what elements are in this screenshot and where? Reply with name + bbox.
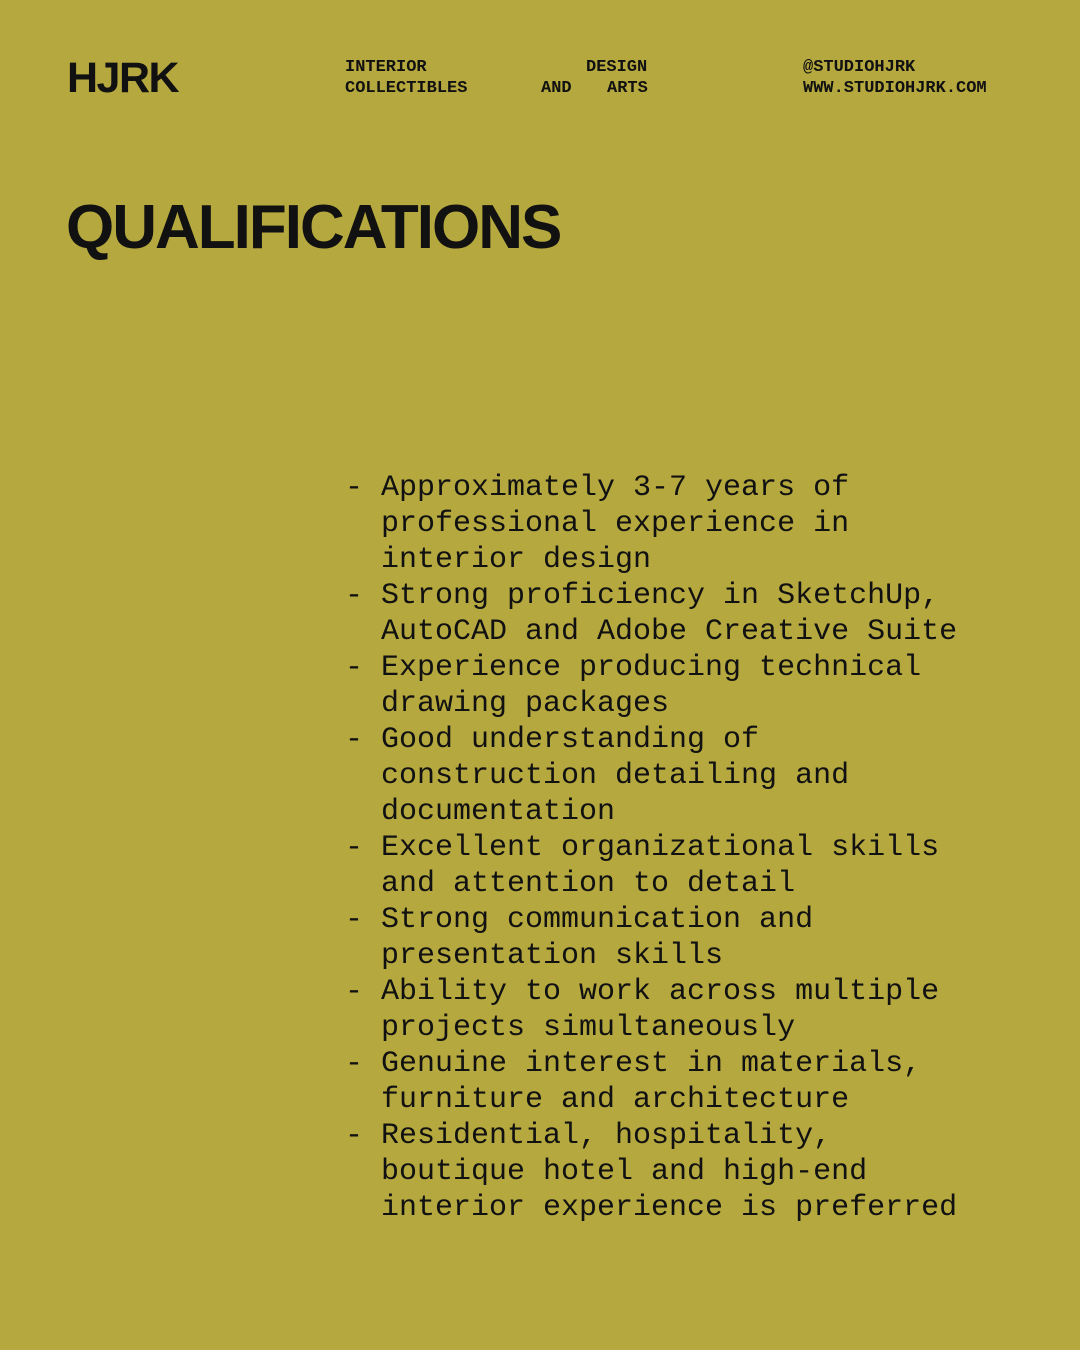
social-handle: @STUDIOHJRK [803,58,916,77]
list-item-text: Genuine interest in materials, furniture and architecture [381,1047,922,1117]
list-item-text: Residential, hospitality, boutique hotel and high-end interior experience is preferred [381,1119,958,1225]
list-item-text: Experience producing technical drawing packages [381,651,922,721]
list-item [345,902,965,974]
list-item-text: Excellent organizational skills and attention to detail [381,831,940,901]
bullet-dash: - [345,723,364,757]
list-item-text: Approximately 3-7 years of professional experience in interior design [381,471,850,577]
brand-logo: HJRK [67,54,179,102]
bullet-dash: - [345,975,364,1009]
bullet-dash: - [345,471,364,505]
list-item [345,1118,965,1226]
list-item-text: Ability to work across multiple projects simultaneously [381,975,940,1045]
list-item [345,1046,965,1118]
list-item [345,974,965,1046]
bullet-dash: - [345,651,364,685]
bullet-dash: - [345,903,364,937]
list-item-text: Strong proficiency in SketchUp, AutoCAD and Adobe Creative Suite [381,579,958,649]
tagline-and: AND [541,79,572,98]
contact-info [803,57,987,99]
page-title: QUALIFICATIONS [66,193,561,262]
website-url: WWW.STUDIOHJRK.COM [803,79,987,98]
list-item [345,830,965,902]
bullet-dash: - [345,579,364,613]
list-item-text: Strong communication and presentation skills [381,903,814,973]
bullet-dash: - [345,1119,364,1153]
bullet-dash: - [345,1047,364,1081]
list-item [345,722,965,830]
qualifications-list [345,470,965,1226]
tagline-collectibles: COLLECTIBLES [345,79,468,98]
bullet-dash: - [345,831,364,865]
list-item [345,470,965,578]
list-item-text: Good understanding of construction detailing and documentation [381,723,850,829]
tagline-interior: INTERIOR [345,58,427,77]
tagline-arts: ARTS [607,79,648,98]
list-item [345,650,965,722]
list-item [345,578,965,650]
tagline-design: DESIGN [586,58,648,77]
